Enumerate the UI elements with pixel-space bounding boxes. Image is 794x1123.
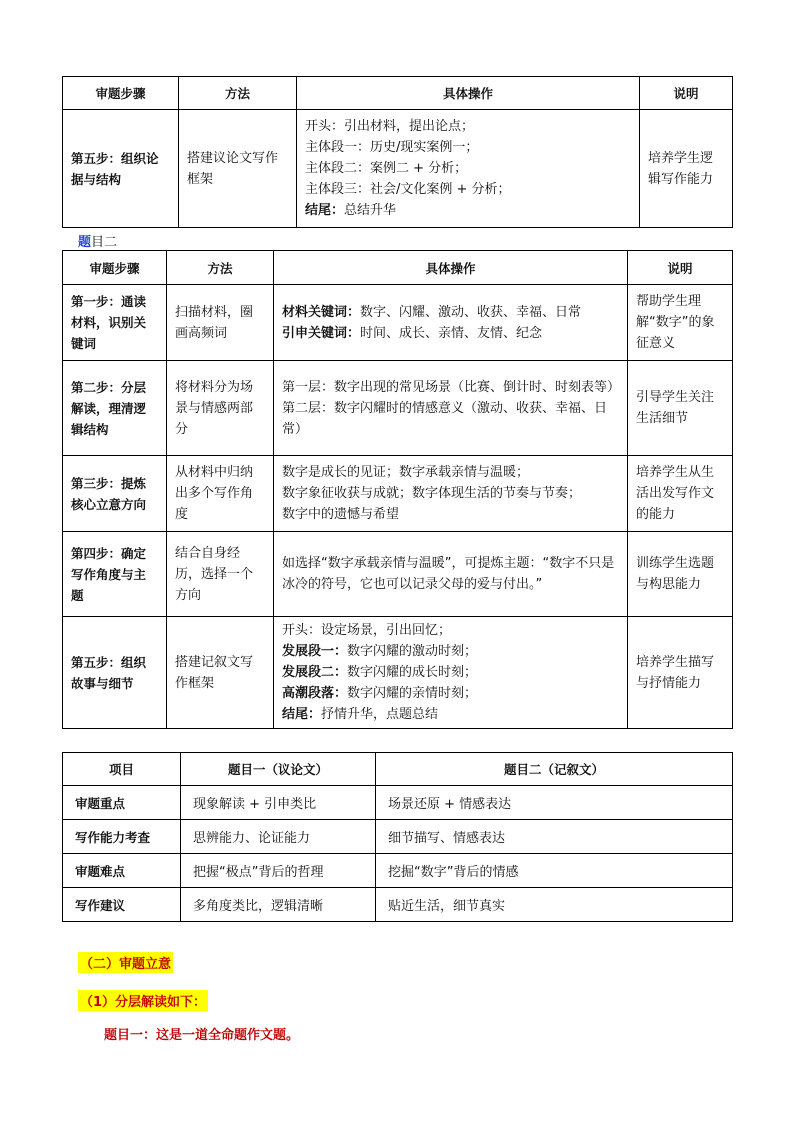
ops-line: 开头：引出材料，提出论点；: [305, 119, 475, 134]
table-row: [63, 617, 733, 729]
ops-line: 结尾：抒情升华，点题总结: [282, 707, 439, 722]
table-row: [63, 786, 733, 820]
step-cell: 第二步：分层解读，理清逻辑结构: [63, 361, 167, 456]
note-line: 题目一：这是一道全命题作文题。: [104, 1028, 300, 1043]
ops-line: 第一层：数字出现的常见场景（比赛、倒计时、时刻表等）: [282, 379, 621, 395]
step-cell: 第五步：组织论据与结构: [63, 110, 179, 228]
table-row: [63, 888, 733, 922]
ops-line: 结尾：总结升华: [305, 203, 397, 218]
table-row: [63, 361, 733, 456]
note-cell: 培养学生描写与抒情能力: [628, 617, 733, 729]
method-cell: 从材料中归纳出多个写作角度: [167, 456, 274, 532]
row-label: 写作能力考查: [63, 820, 181, 854]
step-cell: 第五步：组织故事与细节: [63, 617, 167, 729]
ops-line: 高潮段落：数字闪耀的亲情时刻；: [282, 686, 478, 701]
ops-line: 开头：设定场景，引出回忆；: [282, 623, 452, 638]
ops-cell: [274, 361, 628, 456]
col-header: 题目一（议论文）: [181, 753, 376, 786]
table-row: [63, 532, 733, 617]
ops-cell: [274, 285, 628, 361]
col-header: 说明: [628, 251, 733, 285]
table-header-row: [63, 251, 733, 285]
note-cell: 引导学生关注生活细节: [628, 361, 733, 456]
note-cell: 培养学生逻辑写作能力: [640, 110, 733, 228]
method-cell: 结合自身经历，选择一个方向: [167, 532, 274, 617]
table-header-row: [63, 753, 733, 786]
cell: 思辨能力、论证能力: [181, 820, 376, 854]
col-header: 方法: [167, 251, 274, 285]
col-header: 项目: [63, 753, 181, 786]
step-cell: 第四步：确定写作角度与主题: [63, 532, 167, 617]
note-cell: 训练学生选题与构思能力: [628, 532, 733, 617]
cell: 场景还原 + 情感表达: [376, 786, 733, 820]
col-header: 方法: [179, 77, 297, 110]
step-cell: 第一步：通读材料，识别关键词: [63, 285, 167, 361]
ops-line: 数字中的遗憾与希望: [282, 507, 400, 522]
subsection-heading: （1）分层解读如下：: [78, 990, 208, 1011]
col-header: 具体操作: [297, 77, 640, 110]
ops-cell: [274, 456, 628, 532]
table-row: [63, 854, 733, 888]
ops-cell: [274, 532, 628, 617]
ops-line: 引申关键词：时间、成长、亲情、友情、纪念: [282, 325, 543, 341]
cell: 现象解读 + 引申类比: [181, 786, 376, 820]
row-label: 写作建议: [63, 888, 181, 922]
table-row: [63, 456, 733, 532]
subtitle-2: 题目二: [78, 235, 118, 250]
table-row: [63, 820, 733, 854]
ops-line: 发展段一：数字闪耀的激动时刻；: [282, 644, 478, 659]
method-cell: 搭建记叙文写作框架: [167, 617, 274, 729]
comparison-table: [62, 752, 733, 922]
ops-line: 发展段二：数字闪耀的成长时刻；: [282, 665, 478, 680]
ops-cell: [274, 617, 628, 729]
ops-line: 数字是成长的见证；数字承载亲情与温暖；: [282, 465, 530, 480]
cell: 把握“极点”背后的哲理: [181, 854, 376, 888]
col-header: 审题步骤: [63, 77, 179, 110]
section-heading: （二）审题立意: [78, 952, 173, 973]
note-cell: 帮助学生理解“数字”的象征意义: [628, 285, 733, 361]
col-header: 审题步骤: [63, 251, 167, 285]
ops-cell: [297, 110, 640, 228]
col-header: 具体操作: [274, 251, 628, 285]
method-cell: 扫描材料，圈画高频词: [167, 285, 274, 361]
ops-line: 主体段三：社会/文化案例 + 分析；: [305, 182, 511, 197]
row-label: 审题难点: [63, 854, 181, 888]
ops-line: 如选择“数字承载亲情与温暖”，可提炼主题：“数字不只是冰冷的符号，它也可以记录父母的爱与付出。”: [282, 556, 615, 592]
col-header: 题目二（记叙文）: [376, 753, 733, 786]
ops-line: 主体段二：案例二 + 分析；: [305, 161, 468, 176]
step-cell: 第三步：提炼核心立意方向: [63, 456, 167, 532]
ops-line: 第二层：数字闪耀时的情感意义（激动、收获、幸福、日常）: [282, 400, 608, 437]
ops-line: 数字象征收获与成就；数字体现生活的节奏与节奏；: [282, 486, 582, 501]
cell: 多角度类比，逻辑清晰: [181, 888, 376, 922]
table-row: [63, 110, 733, 228]
row-label: 审题重点: [63, 786, 181, 820]
steps-table-1: [62, 76, 733, 228]
ops-line: 主体段一：历史/现实案例一；: [305, 140, 479, 155]
steps-table-2: [62, 250, 733, 729]
note-cell: 培养学生从生活出发写作文的能力: [628, 456, 733, 532]
cell: 贴近生活，细节真实: [376, 888, 733, 922]
table-header-row: [63, 77, 733, 110]
col-header: 说明: [640, 77, 733, 110]
cell: 挖掘“数字”背后的情感: [376, 854, 733, 888]
table-row: [63, 285, 733, 361]
method-cell: 将材料分为场景与情感两部分: [167, 361, 274, 456]
method-cell: 搭建议论文写作框架: [179, 110, 297, 228]
cell: 细节描写、情感表达: [376, 820, 733, 854]
ops-line: 材料关键词：数字、闪耀、激动、收获、幸福、日常: [282, 304, 582, 320]
